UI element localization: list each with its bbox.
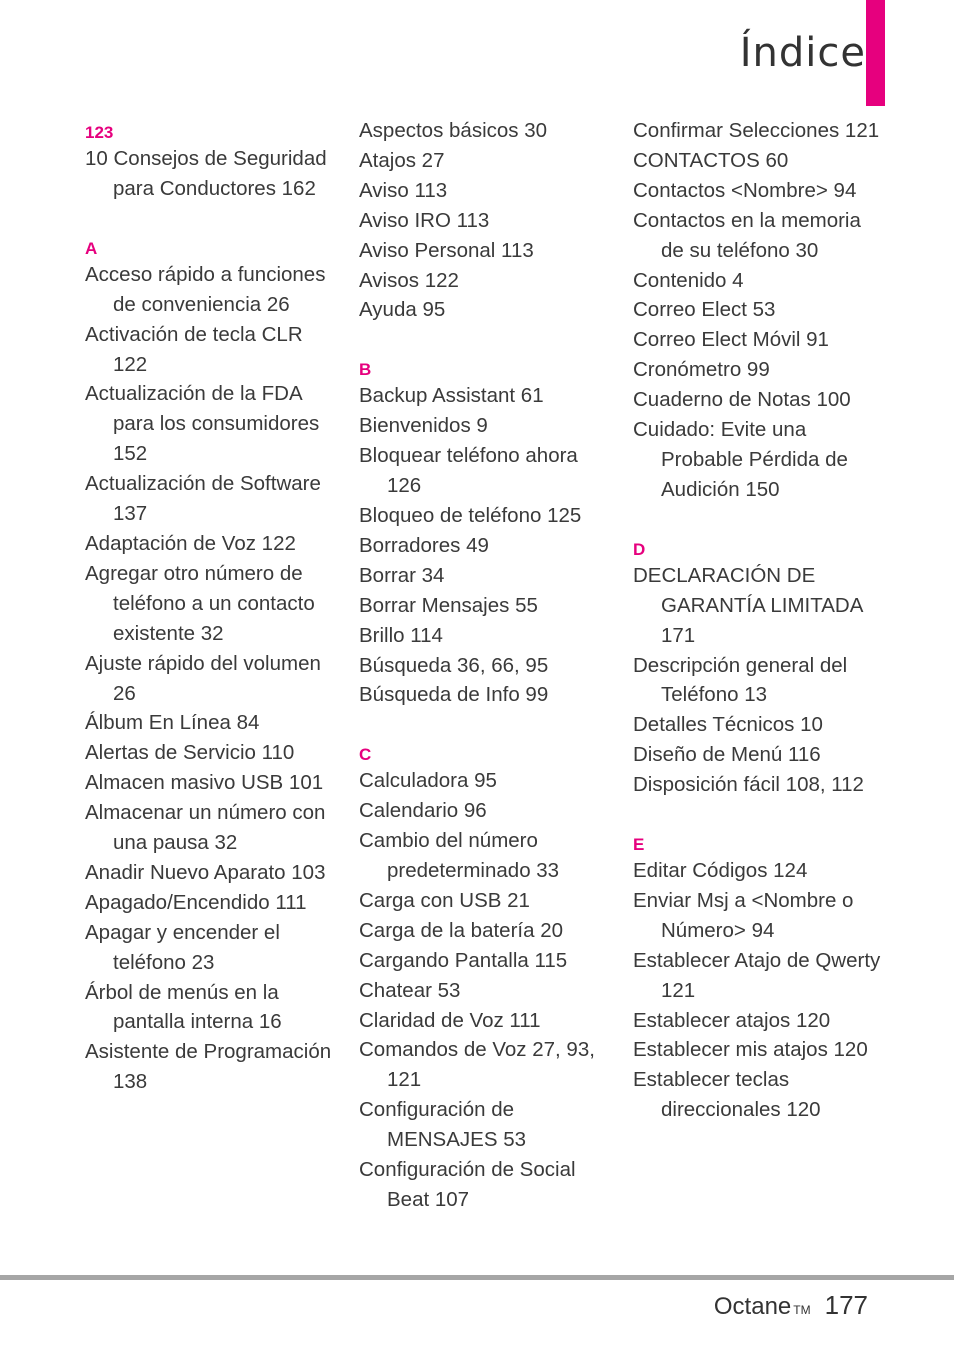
index-entry: Cronómetro 99 (633, 358, 770, 382)
index-entry: Establecer atajos 120 (633, 1008, 831, 1032)
index-entry: Brillo 114 (359, 623, 443, 647)
index-entry: Calendario 96 (359, 799, 487, 823)
index-group (359, 116, 609, 325)
index-entry: Disposición fácil 108, 112 (633, 773, 864, 797)
index-entry: Cuaderno de Notas 100 (633, 388, 851, 412)
index-entry: Ayuda 95 (359, 298, 446, 322)
index-entry: Correo Elect Móvil 91 (633, 328, 829, 352)
pink-tab-marker (866, 0, 885, 106)
index-entry: Bloquear teléfono ahora 126 (359, 444, 578, 498)
page-number: 177 (824, 1290, 868, 1320)
index-entry: Búsqueda 36, 66, 95 (359, 653, 549, 677)
index-entry: Establecer mis atajos 120 (633, 1038, 868, 1062)
index-entry: Borrar Mensajes 55 (359, 593, 538, 617)
index-entry: Actualización de la FDA para los consumidores 152 (85, 382, 320, 466)
index-entry: Almacen masivo USB 101 (85, 771, 324, 795)
index-entry: Contactos <Nombre> 94 (633, 178, 857, 202)
page-title: Índice (739, 30, 866, 76)
index-entry: Acceso rápido a funciones de conveniencia 26 (85, 262, 326, 316)
index-entry: Detalles Técnicos 10 (633, 713, 823, 737)
index-entry: Cargando Pantalla 115 (359, 948, 568, 972)
index-column-3 (633, 116, 883, 1125)
index-entry: Enviar Msj a <Nombre o Número> 94 (633, 888, 854, 942)
section-letter: 123 (85, 123, 114, 142)
index-entry: Cambio del número predeterminado 33 (359, 829, 560, 883)
index-entry: Aviso Personal 113 (359, 238, 534, 262)
index-entry: Borrar 34 (359, 563, 445, 587)
index-entry: Backup Assistant 61 (359, 384, 544, 408)
index-entry: Calculadora 95 (359, 769, 497, 793)
trademark-mark: TM (793, 1303, 811, 1317)
index-entry: Comandos de Voz 27, 93, 121 (359, 1038, 595, 1092)
index-entry: Apagar y encender el teléfono 23 (85, 920, 280, 974)
index-group (85, 116, 335, 204)
index-entry: Bienvenidos 9 (359, 414, 488, 438)
index-group (633, 116, 883, 505)
index-entry: Almacenar un número con una pausa 32 (85, 801, 326, 855)
index-entry: Establecer Atajo de Qwerty 121 (633, 948, 881, 1002)
index-entry: Diseño de Menú 116 (633, 743, 821, 767)
index-entry: Anadir Nuevo Aparato 103 (85, 860, 326, 884)
section-letter: C (359, 745, 372, 765)
index-entry: Claridad de Voz 111 (359, 1008, 541, 1032)
index-group (359, 738, 609, 1215)
index-entry: Carga con USB 21 (359, 888, 530, 912)
section-letter: A (85, 238, 98, 258)
index-group (633, 828, 883, 1125)
index-entry: Álbum En Línea 84 (85, 711, 260, 735)
index-entry: Chatear 53 (359, 978, 461, 1002)
index-entry: DECLARACIÓN DE GARANTÍA LIMITADA 171 (633, 563, 863, 647)
index-entry: Bloqueo de teléfono 125 (359, 503, 582, 527)
index-entry: Aspectos básicos 30 (359, 119, 548, 142)
index-entry: Apagado/Encendido 111 (85, 890, 307, 914)
index-entry: Configuración de Social Beat 107 (359, 1158, 576, 1211)
index-entry: Descripción general del Teléfono 13 (633, 653, 848, 707)
index-entry: Configuración de MENSAJES 53 (359, 1098, 526, 1152)
section-letter: B (359, 360, 372, 380)
index-entry: CONTACTOS 60 (633, 148, 789, 172)
section-letter: D (633, 539, 646, 559)
index-entry: Actualización de Software 137 (85, 472, 321, 526)
index-entry: Atajos 27 (359, 148, 445, 172)
index-entry: Asistente de Programación 138 (85, 1040, 332, 1094)
index-entry: Búsqueda de Info 99 (359, 683, 549, 707)
index-column-2 (359, 116, 609, 1215)
index-entry: Editar Códigos 124 (633, 859, 808, 883)
index-group (85, 232, 335, 1097)
index-entry: Activación de tecla CLR 122 (85, 322, 303, 376)
index-entry: Carga de la batería 20 (359, 918, 563, 942)
index-entry: Alertas de Servicio 110 (85, 741, 295, 765)
index-group (633, 533, 883, 800)
index-group (359, 353, 609, 710)
index-entry: Correo Elect 53 (633, 298, 776, 322)
index-entry: Agregar otro número de teléfono a un contacto existente 32 (85, 561, 315, 645)
index-entry: Aviso 113 (359, 178, 448, 202)
index-entry: Contactos en la memoria de su teléfono 30 (633, 208, 861, 262)
index-entry: Ajuste rápido del volumen 26 (85, 651, 321, 705)
section-letter: E (633, 835, 645, 855)
index-entry: 10 Consejos de Seguridad para Conductores 162 (85, 147, 327, 200)
footer-rule (0, 1275, 954, 1280)
index-entry: Establecer teclas direccionales 120 (633, 1068, 821, 1122)
index-entry: Adaptación de Voz 122 (85, 531, 296, 555)
index-column-1 (85, 116, 335, 1097)
index-entry: Cuidado: Evite una Probable Pérdida de Audición 150 (633, 418, 848, 501)
index-entry: Contenido 4 (633, 268, 744, 292)
index-entry: Avisos 122 (359, 268, 459, 292)
brand-name: Octane (713, 1293, 792, 1320)
index-entry: Borradores 49 (359, 533, 489, 557)
page-footer (714, 1290, 868, 1321)
index-entry: Aviso IRO 113 (359, 208, 490, 232)
index-entry: Confirmar Selecciones 121 (633, 119, 880, 142)
index-entry: Árbol de menús en la pantalla interna 16 (85, 980, 282, 1034)
